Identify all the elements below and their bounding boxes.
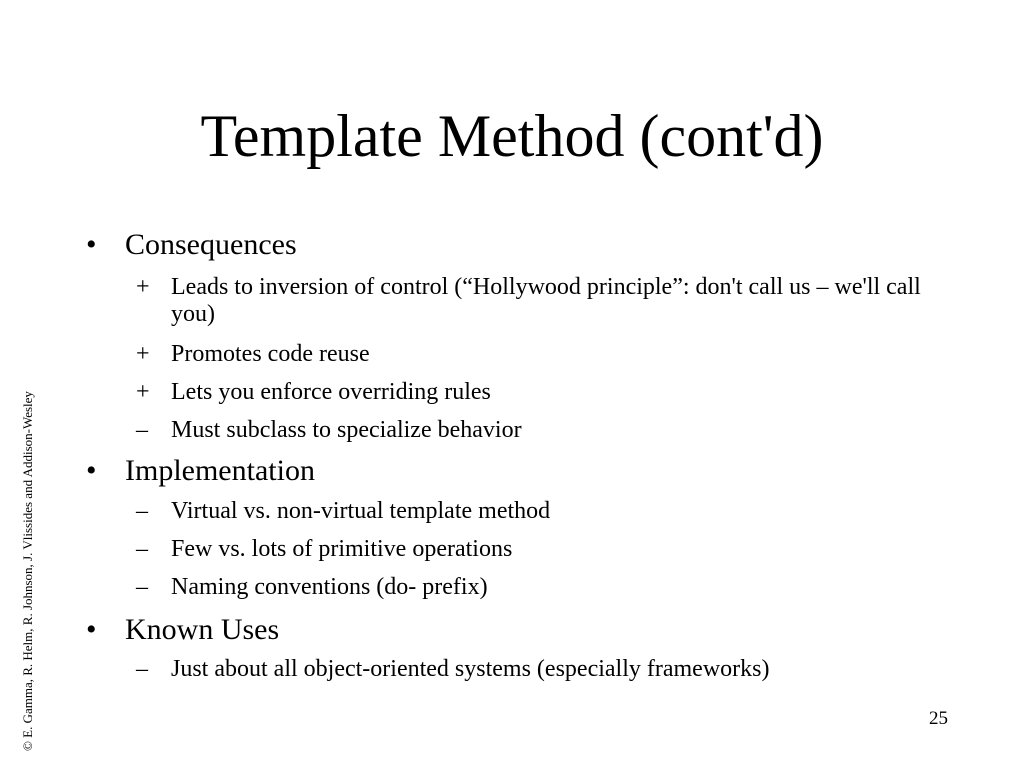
copyright-notice: © E. Gamma, R. Helm, R. Johnson, J. Vlissides and Addison-Wesley <box>20 391 35 751</box>
sub-bullet-marker: + <box>136 379 150 405</box>
sub-bullet-marker: – <box>136 536 148 562</box>
bullet-heading: Known Uses <box>125 613 280 646</box>
bullet-marker: • <box>86 613 97 646</box>
sub-bullet-text: Must subclass to specialize behavior <box>171 417 522 443</box>
bullet-heading: Implementation <box>125 454 315 487</box>
page-number: 25 <box>929 708 948 729</box>
sub-bullet-text: Naming conventions (do- prefix) <box>171 574 488 600</box>
bullet-marker: • <box>86 228 97 261</box>
sub-bullet-marker: – <box>136 498 148 524</box>
sub-bullet-marker: – <box>136 574 148 600</box>
sub-bullet-text: Promotes code reuse <box>171 341 370 367</box>
sub-bullet-text: Leads to inversion of control (“Hollywood principle”: don't call us – we'll call you) <box>171 274 921 327</box>
slide-title: Template Method (cont'd) <box>200 103 824 169</box>
bullet-marker: • <box>86 454 97 487</box>
sub-bullet-marker: + <box>136 274 150 300</box>
sub-bullet-text: Lets you enforce overriding rules <box>171 379 491 405</box>
sub-bullet-text: Few vs. lots of primitive operations <box>171 536 513 562</box>
sub-bullet-text: Virtual vs. non-virtual template method <box>171 498 551 524</box>
sub-bullet-marker: – <box>136 417 148 443</box>
bullet-heading: Consequences <box>125 228 297 261</box>
sub-bullet-marker: – <box>136 656 148 682</box>
sub-bullet-text: Just about all object-oriented systems (especially frameworks) <box>171 656 770 682</box>
sub-bullet-marker: + <box>136 341 150 367</box>
